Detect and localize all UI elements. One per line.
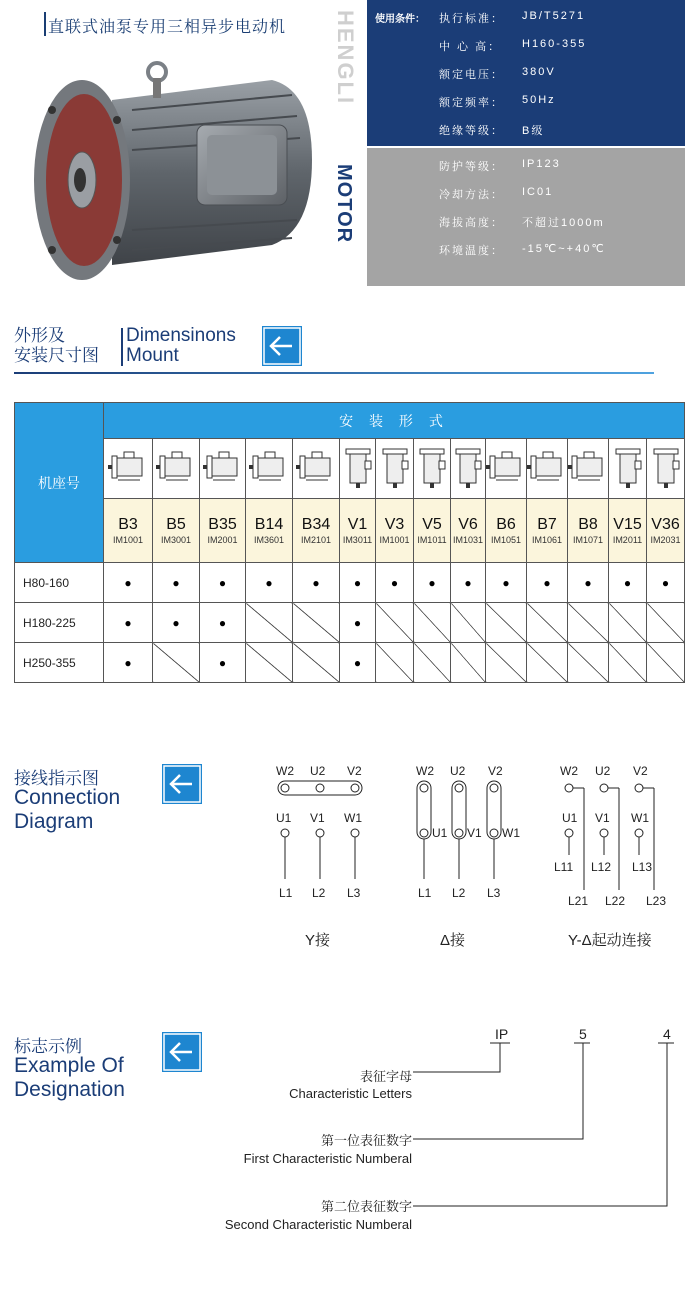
spec-value: IP123 xyxy=(522,158,561,170)
svg-text:L2: L2 xyxy=(312,886,326,900)
frame-size-cell: H180-225 xyxy=(15,603,104,643)
available-dot: ● xyxy=(246,563,293,603)
available-dot: ● xyxy=(527,563,568,603)
available-dot: ● xyxy=(293,563,340,603)
mounting-im-code: IM2011 xyxy=(612,534,643,545)
svg-text:U2: U2 xyxy=(310,764,326,778)
spec-value: 380V xyxy=(522,66,556,78)
mounting-icon-cell xyxy=(153,439,200,499)
available-dot: ● xyxy=(104,603,153,643)
horizontal-motor-icon xyxy=(156,450,196,484)
svg-text:L13: L13 xyxy=(632,860,653,874)
svg-text:IP: IP xyxy=(495,1026,509,1042)
svg-text:V2: V2 xyxy=(633,764,648,778)
svg-text:V1: V1 xyxy=(467,826,482,840)
available-dot: ● xyxy=(609,563,647,603)
unavailable-cell xyxy=(486,603,527,643)
table-row xyxy=(15,603,685,643)
svg-text:5: 5 xyxy=(579,1026,587,1042)
svg-text:L12: L12 xyxy=(591,860,612,874)
spec-label: 额定频率： xyxy=(439,97,504,109)
mounting-code-cell xyxy=(293,499,340,563)
mounting-code-cell xyxy=(104,499,153,563)
unavailable-cell xyxy=(451,603,486,643)
mounting-code: V15 xyxy=(613,515,642,533)
svg-text:L11: L11 xyxy=(554,860,574,874)
connection-title-cn: 接线指示图 xyxy=(14,769,99,788)
mounting-code-cell xyxy=(486,499,527,563)
available-dot: ● xyxy=(568,563,609,603)
mounting-code: B7 xyxy=(537,515,557,533)
svg-text:L23: L23 xyxy=(646,894,667,908)
mounting-code-cell xyxy=(153,499,200,563)
horizontal-motor-icon xyxy=(568,450,608,484)
spec-label: 海拔高度： xyxy=(439,217,504,229)
connection-diagram xyxy=(250,755,680,955)
spec-value: IC01 xyxy=(522,186,554,198)
spec-value: H160-355 xyxy=(522,38,587,50)
svg-text:L2: L2 xyxy=(452,886,466,900)
horizontal-motor-icon xyxy=(249,450,289,484)
horizontal-motor-icon xyxy=(527,450,567,484)
vertical-motor-icon xyxy=(453,445,483,489)
vertical-motor-icon xyxy=(613,445,643,489)
designation-title-cn: 标志示例 xyxy=(14,1037,82,1056)
mounting-im-code: IM2031 xyxy=(650,534,681,545)
dimensions-title-cn: 外形及 安装尺寸图 xyxy=(14,326,99,365)
mounting-code: V1 xyxy=(347,515,368,533)
connection-title-en: Connection Diagram xyxy=(14,786,121,833)
mounting-icon-cell xyxy=(451,439,486,499)
mounting-icon-cell xyxy=(340,439,376,499)
mounting-icon-cell xyxy=(200,439,246,499)
spec-label: 中 心 高： xyxy=(439,41,502,53)
mounting-im-code: IM1001 xyxy=(379,534,410,545)
spec-value: B级 xyxy=(522,125,545,137)
frame-size-cell: H80-160 xyxy=(15,563,104,603)
svg-text:W1: W1 xyxy=(502,826,520,840)
mounting-im-code: IM1001 xyxy=(112,534,144,545)
svg-text:L1: L1 xyxy=(418,886,432,900)
unavailable-cell xyxy=(293,603,340,643)
mounting-im-code: IM1031 xyxy=(452,534,484,545)
mounting-code-cell xyxy=(609,499,647,563)
spec-label: 环境温度： xyxy=(439,245,504,257)
unavailable-cell xyxy=(609,603,647,643)
vertical-motor-icon xyxy=(343,445,373,489)
svg-text:MOTOR: MOTOR xyxy=(333,164,355,244)
svg-text:U1: U1 xyxy=(562,811,578,825)
mounting-code-cell xyxy=(376,499,414,563)
svg-text:Δ接: Δ接 xyxy=(440,932,466,949)
mounting-im-code: IM1061 xyxy=(531,534,563,545)
svg-text:W2: W2 xyxy=(560,764,578,778)
spec-label: 防护等级： xyxy=(439,161,504,173)
spec-label: 额定电压： xyxy=(439,69,504,81)
mounting-icon-cell xyxy=(527,439,568,499)
y-connection-diagram xyxy=(276,764,362,949)
unavailable-cell xyxy=(376,643,414,683)
svg-text:L3: L3 xyxy=(347,886,361,900)
svg-text:V1: V1 xyxy=(310,811,325,825)
available-dot: ● xyxy=(200,563,246,603)
svg-text:Second Characteristic Numberal: Second Characteristic Numberal xyxy=(224,1217,412,1232)
vertical-motor-icon xyxy=(380,445,410,489)
mounting-code: B6 xyxy=(496,515,516,533)
mounting-code: V3 xyxy=(384,515,405,533)
available-dot: ● xyxy=(153,603,200,643)
spec-value: JB/T5271 xyxy=(522,10,586,22)
dimensions-title-en: Dimensinons Mount xyxy=(126,325,236,366)
unavailable-cell xyxy=(414,643,451,683)
svg-text:V1: V1 xyxy=(595,811,610,825)
available-dot: ● xyxy=(104,563,153,603)
unavailable-cell xyxy=(293,643,340,683)
unavailable-cell xyxy=(451,643,486,683)
horizontal-motor-icon xyxy=(296,450,336,484)
available-dot: ● xyxy=(451,563,486,603)
mounting-icon-cell xyxy=(414,439,451,499)
svg-text:Y-Δ起动连接: Y-Δ起动连接 xyxy=(568,932,652,949)
horizontal-motor-icon xyxy=(108,450,148,484)
unavailable-cell xyxy=(414,603,451,643)
svg-text:第二位表征数字: 第二位表征数字 xyxy=(320,1199,412,1214)
svg-text:V2: V2 xyxy=(347,764,362,778)
mounting-code-cell xyxy=(246,499,293,563)
horizontal-motor-icon xyxy=(486,450,526,484)
svg-text:L3: L3 xyxy=(487,886,501,900)
spec-panel-bottom xyxy=(367,148,685,286)
mounting-code: B5 xyxy=(166,515,186,533)
table-row xyxy=(15,563,685,603)
y-delta-connection-diagram xyxy=(554,764,666,949)
vertical-motor-icon xyxy=(417,445,447,489)
brand-hengli-text xyxy=(332,4,360,124)
mounting-icon-cell xyxy=(293,439,340,499)
available-dot: ● xyxy=(486,563,527,603)
spec-value: -15℃~+40℃ xyxy=(522,243,606,255)
mounting-icon-cell xyxy=(609,439,647,499)
svg-text:W2: W2 xyxy=(416,764,434,778)
unavailable-cell xyxy=(647,643,685,683)
mounting-table xyxy=(14,402,685,683)
unavailable-cell xyxy=(246,643,293,683)
motor-illustration xyxy=(22,50,322,290)
product-title: 直联式油泵专用三相异步电动机 xyxy=(48,19,287,36)
spec-label: 执行标准： xyxy=(439,13,504,25)
available-dot: ● xyxy=(104,643,153,683)
mounting-code-cell xyxy=(527,499,568,563)
available-dot: ● xyxy=(414,563,451,603)
mounting-icon-cell xyxy=(486,439,527,499)
mounting-code: B14 xyxy=(254,515,284,533)
mounting-im-code: IM2001 xyxy=(207,534,238,545)
unavailable-cell xyxy=(609,643,647,683)
svg-text:Y接: Y接 xyxy=(305,932,331,949)
svg-text:V2: V2 xyxy=(488,764,503,778)
svg-text:表征字母: 表征字母 xyxy=(359,1069,412,1084)
unavailable-cell xyxy=(647,603,685,643)
table-row xyxy=(15,643,685,683)
mounting-icon-cell xyxy=(104,439,153,499)
mounting-im-code: IM3001 xyxy=(160,534,192,545)
mounting-code: B8 xyxy=(578,515,598,533)
available-dot: ● xyxy=(153,563,200,603)
svg-text:L21: L21 xyxy=(568,894,589,908)
available-dot: ● xyxy=(340,603,376,643)
mounting-code: B3 xyxy=(118,515,138,533)
section-divider xyxy=(121,328,123,366)
frame-size-header: 机座号 xyxy=(15,403,104,563)
arrow-left-icon xyxy=(162,764,202,804)
spec-label: 冷却方法： xyxy=(439,189,504,201)
mounting-code: V6 xyxy=(458,515,478,533)
spec-panel-top xyxy=(367,0,685,146)
mounting-im-code: IM3011 xyxy=(342,534,373,545)
unavailable-cell xyxy=(527,603,568,643)
brand-motor-text xyxy=(332,160,360,250)
available-dot: ● xyxy=(200,603,246,643)
mounting-code-cell xyxy=(451,499,486,563)
mounting-im-code: IM1051 xyxy=(490,534,522,545)
spec-value: 不超过1000m xyxy=(522,217,605,229)
svg-text:第一位表征数字: 第一位表征数字 xyxy=(320,1133,412,1148)
svg-text:W1: W1 xyxy=(631,811,649,825)
vertical-motor-icon xyxy=(651,445,681,489)
mounting-icon-cell xyxy=(568,439,609,499)
svg-text:4: 4 xyxy=(663,1026,671,1042)
mounting-icon-cell xyxy=(246,439,293,499)
mounting-code-cell xyxy=(568,499,609,563)
available-dot: ● xyxy=(340,643,376,683)
spec-heading: 使用条件： xyxy=(375,14,425,25)
unavailable-cell xyxy=(246,603,293,643)
section-underline xyxy=(14,372,654,374)
mounting-code: V5 xyxy=(422,515,442,533)
svg-text:U1: U1 xyxy=(276,811,292,825)
mounting-type-header: 安 装 形 式 xyxy=(104,403,685,439)
svg-text:U1: U1 xyxy=(432,826,448,840)
title-accent-bar xyxy=(44,12,46,36)
mounting-code: B35 xyxy=(208,515,237,533)
svg-text:U2: U2 xyxy=(595,764,611,778)
delta-connection-diagram xyxy=(416,764,520,949)
mounting-im-code: IM1071 xyxy=(572,534,604,545)
svg-text:Characteristic Letters: Characteristic Letters xyxy=(289,1086,412,1101)
available-dot: ● xyxy=(200,643,246,683)
unavailable-cell xyxy=(153,643,200,683)
horizontal-motor-icon xyxy=(203,450,243,484)
mounting-code: B34 xyxy=(301,515,331,533)
svg-text:U2: U2 xyxy=(450,764,466,778)
unavailable-cell xyxy=(527,643,568,683)
mounting-icon-cell xyxy=(376,439,414,499)
mounting-code-cell xyxy=(647,499,685,563)
mounting-code-cell xyxy=(200,499,246,563)
mounting-code-cell xyxy=(414,499,451,563)
svg-text:L22: L22 xyxy=(605,894,626,908)
svg-text:L1: L1 xyxy=(279,886,293,900)
mounting-icon-cell xyxy=(647,439,685,499)
unavailable-cell xyxy=(376,603,414,643)
mounting-im-code: IM2101 xyxy=(300,534,332,545)
frame-size-cell: H250-355 xyxy=(15,643,104,683)
spec-label: 绝缘等级： xyxy=(439,125,504,137)
available-dot: ● xyxy=(340,563,376,603)
unavailable-cell xyxy=(568,643,609,683)
available-dot: ● xyxy=(647,563,685,603)
mounting-code-cell xyxy=(340,499,376,563)
designation-diagram xyxy=(180,1020,680,1240)
available-dot: ● xyxy=(376,563,414,603)
designation-title-en: Example Of Designation xyxy=(14,1054,125,1101)
unavailable-cell xyxy=(486,643,527,683)
svg-text:First Characteristic Numberal: First Characteristic Numberal xyxy=(243,1151,412,1166)
svg-text:HENGLI: HENGLI xyxy=(333,10,358,106)
arrow-left-icon xyxy=(262,326,302,366)
unavailable-cell xyxy=(568,603,609,643)
spec-value: 50Hz xyxy=(522,94,556,106)
mounting-im-code: IM3601 xyxy=(253,534,285,545)
svg-text:W1: W1 xyxy=(344,811,362,825)
mounting-code: V36 xyxy=(651,515,680,533)
mounting-im-code: IM1011 xyxy=(417,534,447,545)
svg-text:W2: W2 xyxy=(276,764,294,778)
